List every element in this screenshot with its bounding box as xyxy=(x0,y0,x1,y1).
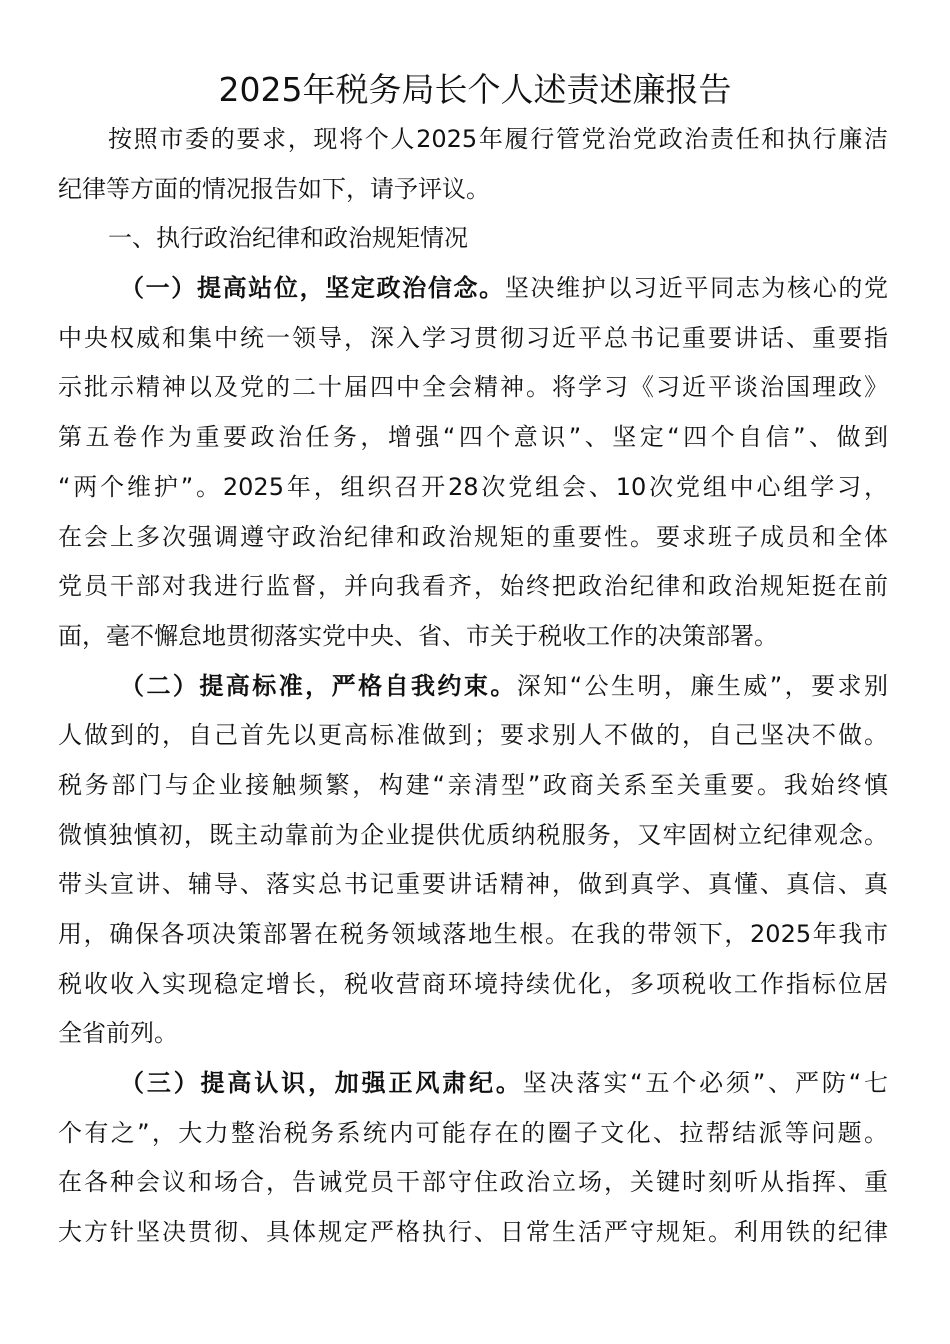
subsection-text: 坚决落实“五个必须”、严防“七 xyxy=(522,1069,888,1098)
subsection-first-line xyxy=(58,662,888,712)
paragraph-line: 在各种会议和场合，告诫党员干部守住政治立场，关键时刻听从指挥、重 xyxy=(58,1168,888,1197)
subsection-first-line xyxy=(58,264,888,314)
paragraph-line: 示批示精神以及党的二十届四中全会精神。将学习《习近平谈治国理政》 xyxy=(58,373,888,402)
paragraph-line: 党员干部对我进行监督，并向我看齐，始终把政治纪律和政治规矩挺在前 xyxy=(58,572,888,601)
subsection-bold-lead: （二）提高标准，严格自我约束。 xyxy=(120,671,517,700)
section-heading: 一、执行政治纪律和政治规矩情况 xyxy=(108,224,468,253)
subsection-bold-lead: （一）提高站位，坚定政治信念。 xyxy=(120,274,505,303)
paragraph-line: “两个维护”。2025年，组织召开28次党组会、10次党组中心组学习， xyxy=(58,472,888,501)
document-body xyxy=(58,115,888,1258)
intro-line: 纪律等方面的情况报告如下，请予评议。 xyxy=(58,174,490,203)
paragraph-line: 第五卷作为重要政治任务，增强“四个意识”、坚定“四个自信”、做到 xyxy=(58,423,888,452)
paragraph-line: 个有之”，大力整治税务系统内可能存在的圈子文化、拉帮结派等问题。 xyxy=(58,1118,888,1147)
document-title: 2025年税务局长个人述责述廉报告 xyxy=(218,70,732,109)
paragraph-line: 全省前列。 xyxy=(58,1019,178,1048)
subsection-bold-lead: （三）提高认识，加强正风肃纪。 xyxy=(120,1069,523,1098)
paragraph-line: 中央权威和集中统一领导，深入学习贯彻习近平总书记重要讲话、重要指 xyxy=(58,323,888,352)
paragraph-line: 带头宣讲、辅导、落实总书记重要讲话精神，做到真学、真懂、真信、真 xyxy=(58,870,888,899)
subsection-text: 坚决维护以习近平同志为核心的党 xyxy=(504,274,888,303)
paragraph-line: 大方针坚决贯彻、具体规定严格执行、日常生活严守规矩。利用铁的纪律 xyxy=(58,1218,888,1247)
subsection-text: 深知“公生明，廉生威”，要求别 xyxy=(516,671,888,700)
intro-line: 按照市委的要求，现将个人2025年履行管党治党政治责任和执行廉洁 xyxy=(108,125,888,153)
paragraph-line: 人做到的，自己首先以更高标准做到；要求别人不做的，自己坚决不做。 xyxy=(58,721,888,750)
paragraph-line: 用，确保各项决策部署在税务领域落地生根。在我的带领下，2025年我市 xyxy=(58,920,888,948)
paragraph-line: 微慎独慎初，既主动靠前为企业提供优质纳税服务，又牢固树立纪律观念。 xyxy=(58,820,888,849)
paragraph-line: 税收收入实现稳定增长，税收营商环境持续优化，多项税收工作指标位居 xyxy=(58,969,888,998)
paragraph-line: 税务部门与企业接触频繁，构建“亲清型”政商关系至关重要。我始终慎 xyxy=(58,770,888,799)
subsection-first-line xyxy=(58,1059,888,1109)
paragraph-line: 在会上多次强调遵守政治纪律和政治规矩的重要性。要求班子成员和全体 xyxy=(58,522,888,551)
paragraph-line: 面，毫不懈怠地贯彻落实党中央、省、市关于税收工作的决策部署。 xyxy=(58,621,778,650)
